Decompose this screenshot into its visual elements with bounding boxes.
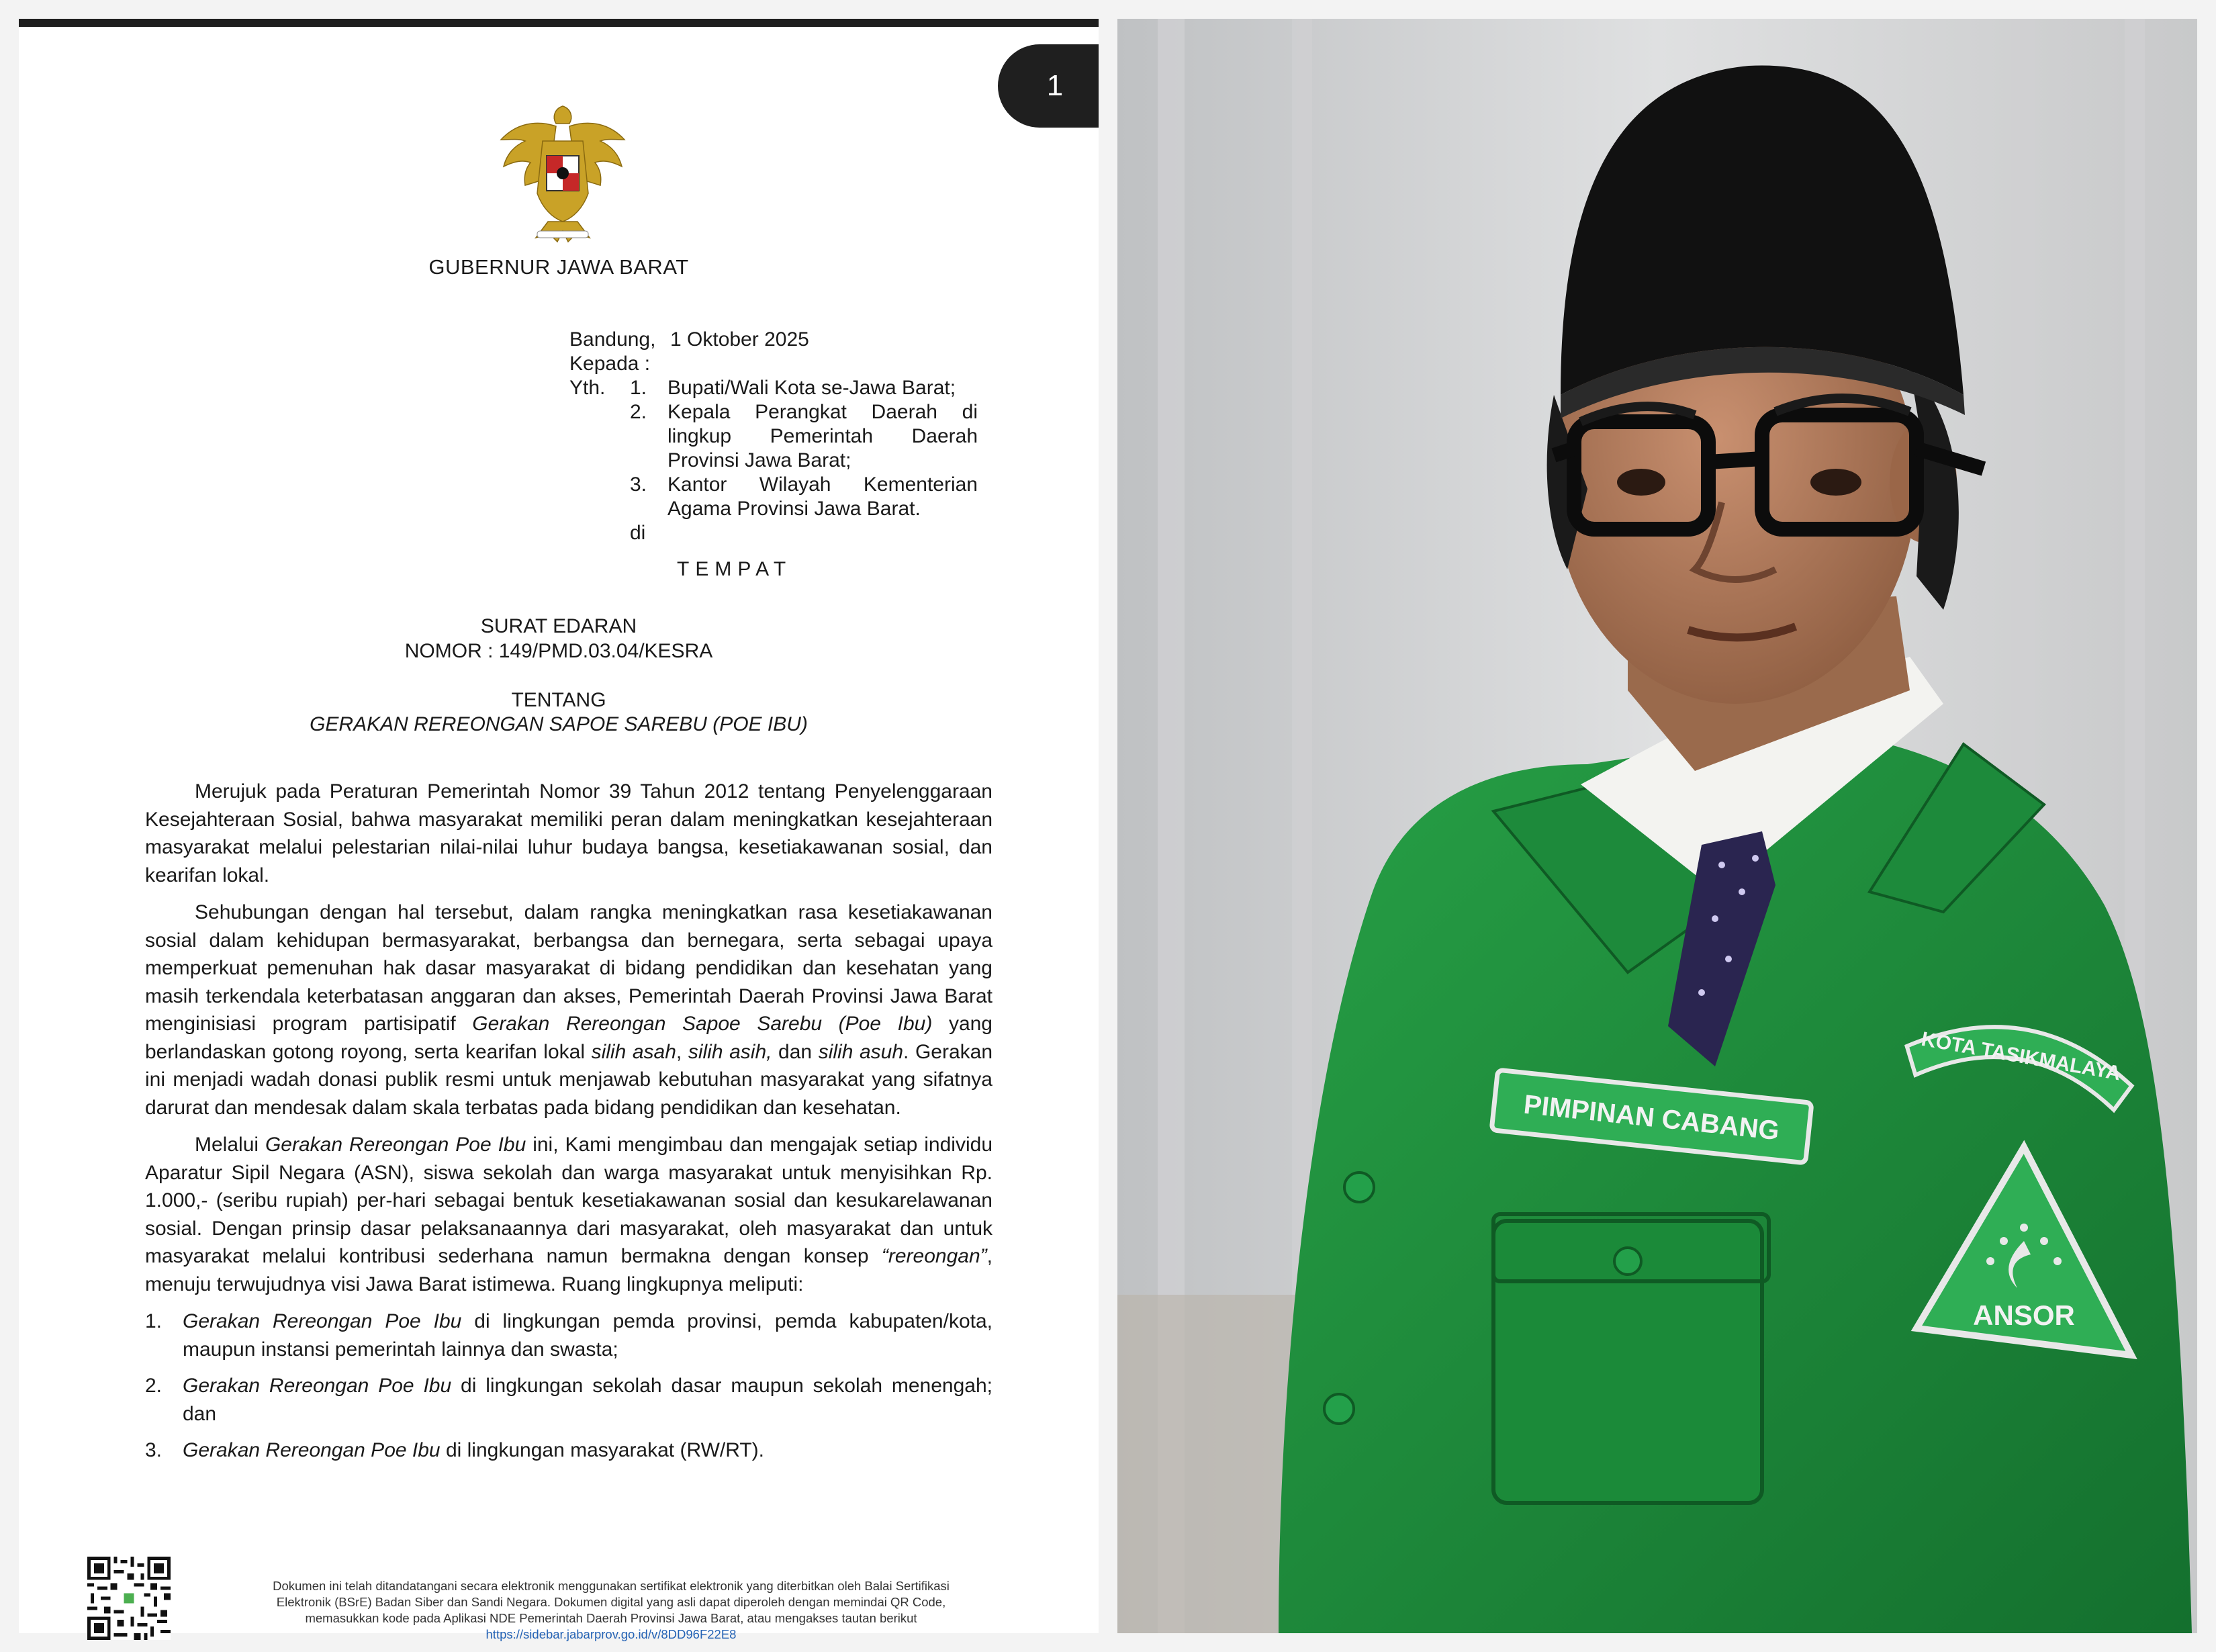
- recipient-number: 2.: [630, 401, 647, 423]
- verification-link[interactable]: https://sidebar.jabarprov.go.id/v/8DD96F22E8: [486, 1627, 737, 1641]
- paragraph-1: Merujuk pada Peraturan Pemerintah Nomor 39 Tahun 2012 tentang Penyelenggaraan Kesejahteraan Sosial, bahwa masyarakat memiliki peran dalam meningkatkan kesejahteraan masyarakat melalui pelestarian nilai-nilai luhur budaya bangsa, kesetiakawanan sosial, dan kearifan lokal.: [145, 780, 992, 886]
- recipient-item: Kepala Perangkat Daerah di lingkup Pemerintah Daerah Provinsi Jawa Barat;: [667, 401, 978, 471]
- place-label: Bandung,: [569, 328, 656, 351]
- recipient-item: Kantor Wilayah Kementerian Agama Provinsi Jawa Barat.: [667, 473, 978, 520]
- document-top-border: [19, 19, 1099, 27]
- qr-code-icon[interactable]: [87, 1557, 171, 1640]
- tentang-label: TENTANG: [511, 689, 606, 711]
- scope-list: [145, 1307, 992, 1465]
- letter-body: [145, 778, 992, 1473]
- paragraph-3: Melalui Gerakan Rereongan Poe Ibu ini, Kami mengimbau dan mengajak setiap individu Aparatur Sipil Negara (ASN), siswa sekolah dan warga masyarakat untuk menyisihkan Rp. 1.000,- (seribu rupiah) per-hari sebagai bentuk kesetiakawanan sosial dan kesukarelawanan sosial. Dengan prinsip dasar pelaksanaannya dari masyarakat, oleh masyarakat dan untuk masyarakat melalui kontribusi sederhana namun bermakna dengan konsep “rereongan”, menuju terwujudnya visi Jawa Barat istimewa. Ruang lingkupnya meliputi:: [145, 1134, 993, 1295]
- recipient-item: Bupati/Wali Kota se-Jawa Barat;: [667, 377, 956, 399]
- arm-badge-text: ANSOR: [1973, 1299, 2075, 1331]
- shoulder-patch-text: KOTA TASIKMALAYA: [1919, 1027, 2123, 1085]
- kepada-label: Kepada :: [569, 353, 651, 375]
- portrait-photo: [1117, 19, 2197, 1633]
- letter-subject: GERAKAN REREONGAN SAPOE SAREBU (POE IBU): [310, 713, 808, 735]
- letter-type: SURAT EDARAN: [480, 615, 637, 637]
- paragraph-2: Sehubungan dengan hal tersebut, dalam rangka meningkatkan rasa kesetiakawanan sosial dalam kehidupan bermasyarakat, berbangsa dan bernegara, serta sebagai upaya memperkuat pemenuhan hak dasar masyarakat di bidang pendidikan dan kesehatan yang masih terkendala keterbatasan anggaran dan akses, Pemerintah Daerah Provinsi Jawa Barat menginisiasi program partisipatif Gerakan Rereongan Sapoe Sarebu (Poe Ibu) yang berlandaskan gotong royong, serta kearifan lokal silih asah, silih asih, dan silih asuh. Gerakan ini menjadi wadah donasi publik resmi untuk menjawab kebutuhan masyarakat yang sifatnya darurat dan mendesak dalam skala terbatas pada bidang pendidikan dan kesehatan.: [145, 901, 993, 1119]
- page-number-badge: [998, 44, 1099, 128]
- page-number: 1: [1046, 69, 1064, 102]
- e-signature-notice: Dokumen ini telah ditandatangani secara elektronik menggunakan sertifikat elektronik yang diterbitkan oleh Balai Sertifikasi Elektronik (BSrE) Badan Siber dan Sandi Negara. Dokumen digital yang asli dapat diperoleh dengan memindai QR Code, memasukkan kode pada Aplikasi NDE Pemerintah Daerah Provinsi Jawa Barat, atau mengakses tautan berikut https://sidebar.jabarprov.go.id/v/8DD96F22E8: [208, 1578, 1014, 1643]
- recipient-number: 3.: [630, 473, 647, 496]
- nametag-text: PIMPINAN CABANG: [1522, 1089, 1781, 1146]
- garuda-emblem-icon: [496, 99, 630, 247]
- portrait-illustration: [1117, 19, 2197, 1633]
- letter-number: NOMOR : 149/PMD.03.04/KESRA: [404, 640, 713, 662]
- scope-item: 3. Gerakan Rereongan Poe Ibu di lingkungan masyarakat (RW/RT).: [145, 1439, 765, 1461]
- addressee-block: [569, 328, 978, 545]
- scope-item: 2. Gerakan Rereongan Poe Ibu di lingkungan sekolah dasar maupun sekolah menengah; dan: [145, 1375, 992, 1425]
- scope-item: 1. Gerakan Rereongan Poe Ibu di lingkungan pemda provinsi, pemda kabupaten/kota, maupun instansi pemerintah lainnya dan swasta;: [145, 1310, 992, 1361]
- tempat-label: TEMPAT: [677, 558, 792, 580]
- di-label: di: [630, 522, 646, 544]
- recipient-number: 1.: [630, 377, 647, 399]
- letter-date: 1 Oktober 2025: [670, 328, 809, 351]
- yth-label: Yth.: [569, 377, 606, 399]
- issuer-title: GUBERNUR JAWA BARAT: [428, 255, 689, 279]
- circular-letter-document: [19, 19, 1099, 1641]
